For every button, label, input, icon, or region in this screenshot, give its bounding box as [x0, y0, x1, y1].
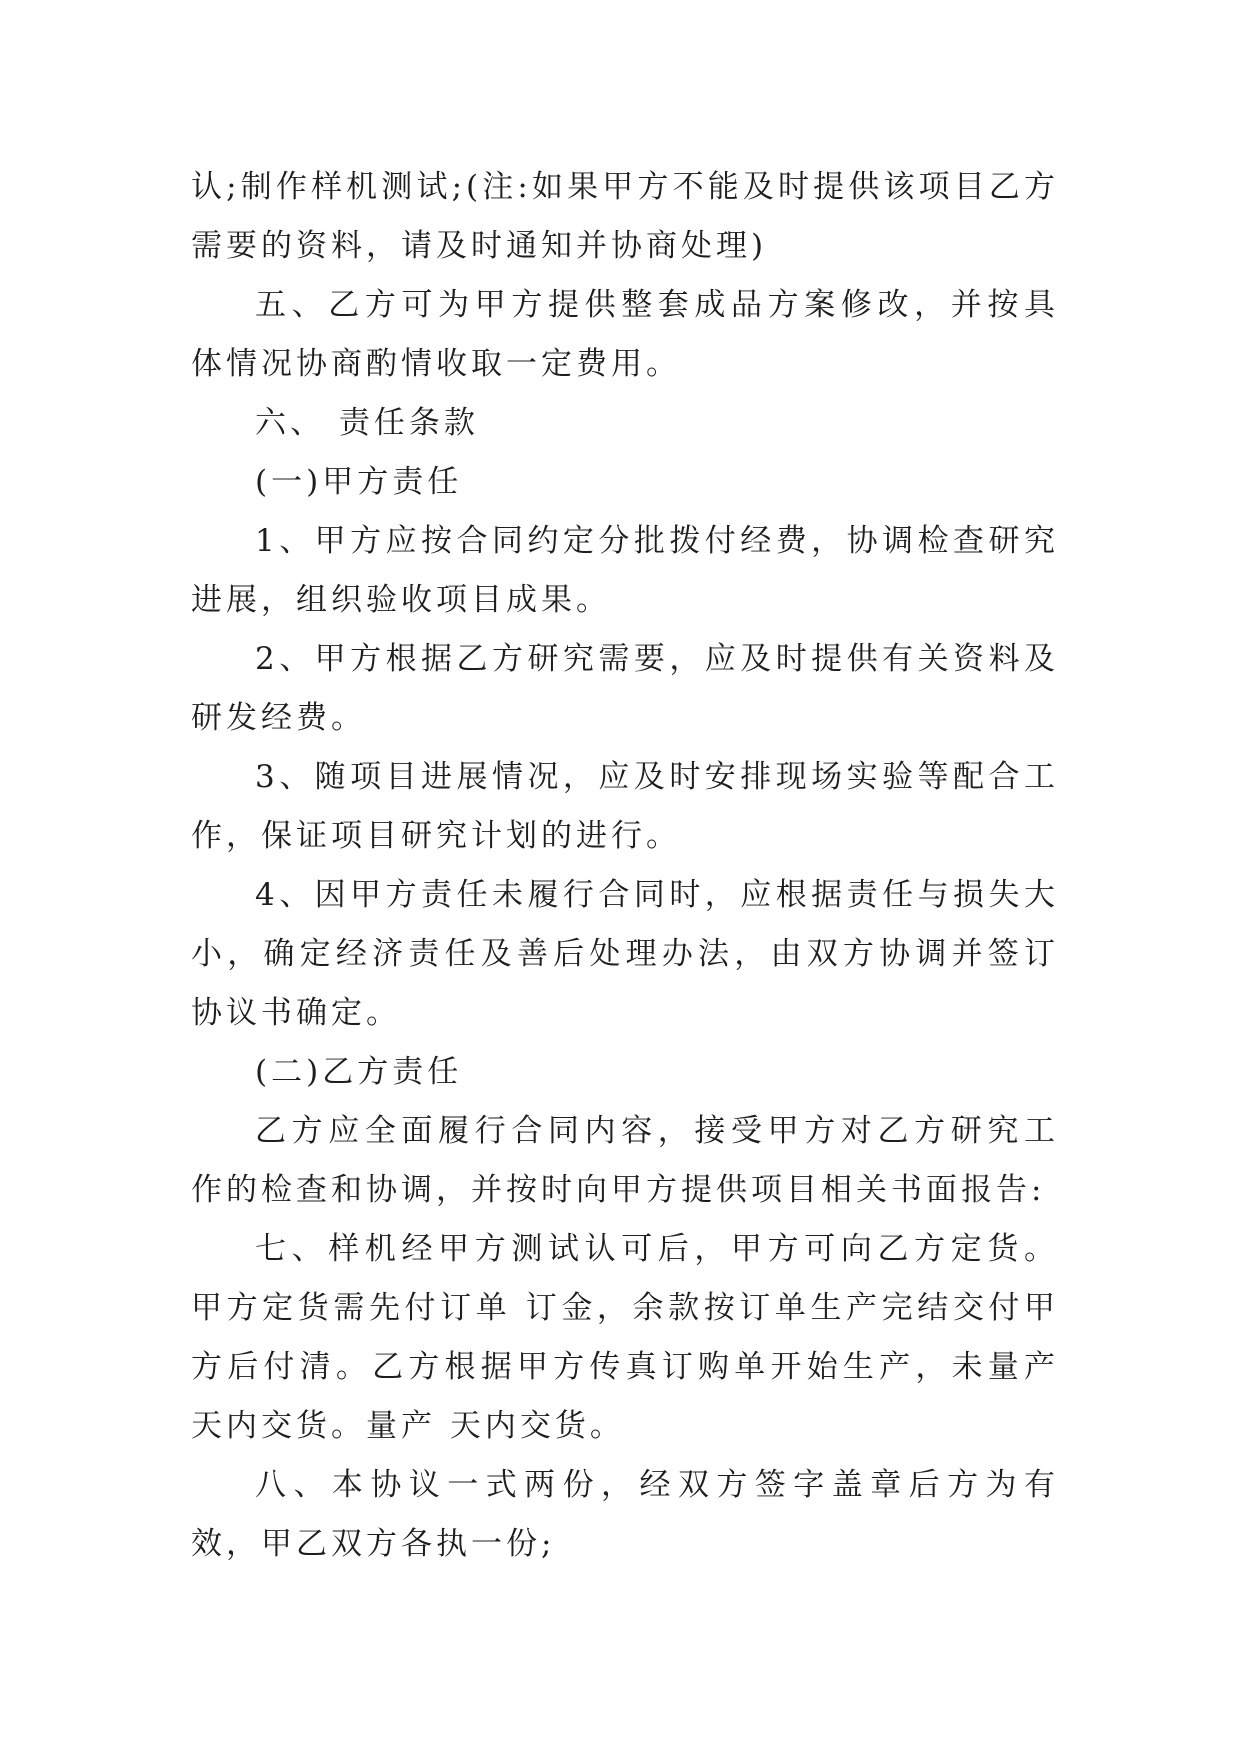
paragraph-clause-7: 七、样机经甲方测试认可后，甲方可向乙方定货。甲方定货需先付订单 订金，余款按订单生产完结交付甲方后付清。乙方根据甲方传真订购单开始生产，未量产 天内交货。量产 天内交货。: [191, 1231, 1073, 1444]
paragraph-continuation: 认;制作样机测试;(注:如果甲方不能及时提供该项目乙方需要的资料，请及时通知并协商处理): [191, 169, 1059, 264]
paragraph-party-a-item-1: 1、甲方应按合同约定分批拨付经费，协调检查研究进展，组织验收项目成果。: [191, 523, 1059, 618]
subheading-party-b: (二)乙方责任: [255, 1054, 463, 1090]
subheading-party-a: (一)甲方责任: [255, 464, 463, 500]
paragraph-party-a-item-3: 3、随项目进展情况，应及时安排现场实验等配合工作，保证项目研究计划的进行。: [191, 759, 1059, 854]
paragraph-party-a-item-2: 2、甲方根据乙方研究需要，应及时提供有关资料及研发经费。: [191, 641, 1059, 736]
paragraph-clause-5: 五、乙方可为甲方提供整套成品方案修改，并按具体情况协商酌情收取一定费用。: [191, 287, 1059, 382]
document-body: [191, 158, 1073, 1574]
paragraph-party-b: 乙方应全面履行合同内容，接受甲方对乙方研究工作的检查和协调，并按时向甲方提供项目相关书面报告:: [191, 1113, 1059, 1208]
paragraph-party-a-item-4: 4、因甲方责任未履行合同时，应根据责任与损失大小，确定经济责任及善后处理办法，由双方协调并签订协议书确定。: [191, 877, 1059, 1031]
paragraph-clause-8: 八、本协议一式两份，经双方签字盖章后方为有效，甲乙双方各执一份;: [191, 1467, 1059, 1562]
heading-clause-6: 六、 责任条款: [255, 405, 479, 441]
